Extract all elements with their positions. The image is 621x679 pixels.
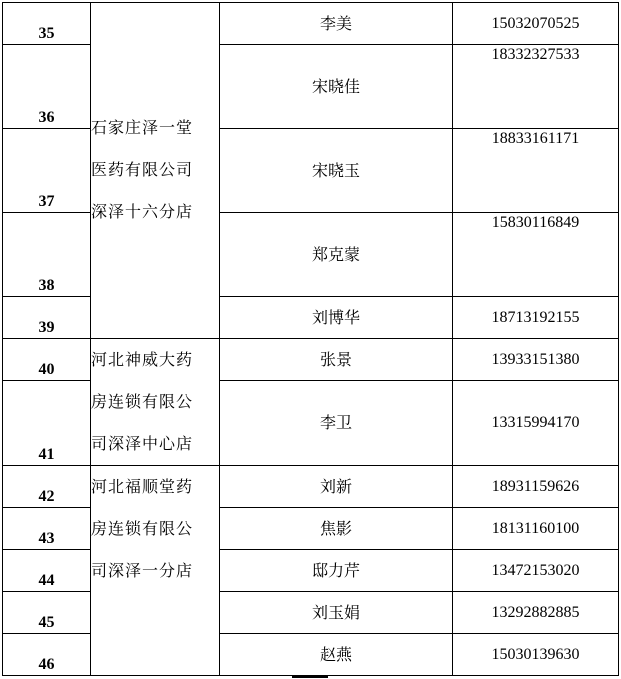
row-number: 35 <box>3 3 91 45</box>
person-name: 刘新 <box>220 466 453 508</box>
row-number: 41 <box>3 381 91 466</box>
person-name: 郑克蒙 <box>220 213 453 297</box>
person-name: 宋晓玉 <box>220 129 453 213</box>
row-number: 38 <box>3 213 91 297</box>
store-name-line: 司深泽一分店 <box>91 561 194 580</box>
row-number: 45 <box>3 592 91 634</box>
store-name-line: 深泽十六分店 <box>91 202 194 221</box>
store-name-line: 河北神威大药 <box>91 350 194 369</box>
row-number: 44 <box>3 550 91 592</box>
store-name-line: 医药有限公司 <box>91 160 194 179</box>
table-row <box>3 339 619 381</box>
phone-number: 18931159626 <box>453 466 619 508</box>
phone-number: 13472153020 <box>453 550 619 592</box>
store-cell <box>91 339 220 466</box>
phone-number: 15830116849 <box>453 213 619 297</box>
person-name: 刘博华 <box>220 297 453 339</box>
person-name: 刘玉娟 <box>220 592 453 634</box>
row-number: 43 <box>3 508 91 550</box>
store-name-line: 房连锁有限公 <box>91 519 194 538</box>
store-cell <box>91 466 220 676</box>
person-name: 赵燕 <box>220 634 453 676</box>
table-row <box>3 3 619 45</box>
phone-number: 13933151380 <box>453 339 619 381</box>
store-name-line: 房连锁有限公 <box>91 392 194 411</box>
row-number: 39 <box>3 297 91 339</box>
table-row <box>3 466 619 508</box>
store-name-line: 石家庄泽一堂 <box>91 118 194 137</box>
phone-number: 18131160100 <box>453 508 619 550</box>
phone-number: 18332327533 <box>453 45 619 129</box>
person-name: 邸力芹 <box>220 550 453 592</box>
person-name: 李卫 <box>220 381 453 466</box>
row-number: 42 <box>3 466 91 508</box>
row-number: 40 <box>3 339 91 381</box>
person-name: 李美 <box>220 3 453 45</box>
person-name: 宋晓佳 <box>220 45 453 129</box>
store-name-line: 河北福顺堂药 <box>91 477 194 496</box>
phone-number: 15030139630 <box>453 634 619 676</box>
phone-number: 13292882885 <box>453 592 619 634</box>
row-number: 36 <box>3 45 91 129</box>
person-name: 焦影 <box>220 508 453 550</box>
store-name-line: 司深泽中心店 <box>91 434 194 453</box>
store-cell <box>91 3 220 339</box>
phone-number: 18833161171 <box>453 129 619 213</box>
phone-number: 15032070525 <box>453 3 619 45</box>
row-number: 37 <box>3 129 91 213</box>
person-name: 张景 <box>220 339 453 381</box>
page-edge-marker <box>292 675 328 678</box>
phone-number: 18713192155 <box>453 297 619 339</box>
pharmacy-contact-table <box>2 2 619 676</box>
phone-number: 13315994170 <box>453 381 619 466</box>
row-number: 46 <box>3 634 91 676</box>
